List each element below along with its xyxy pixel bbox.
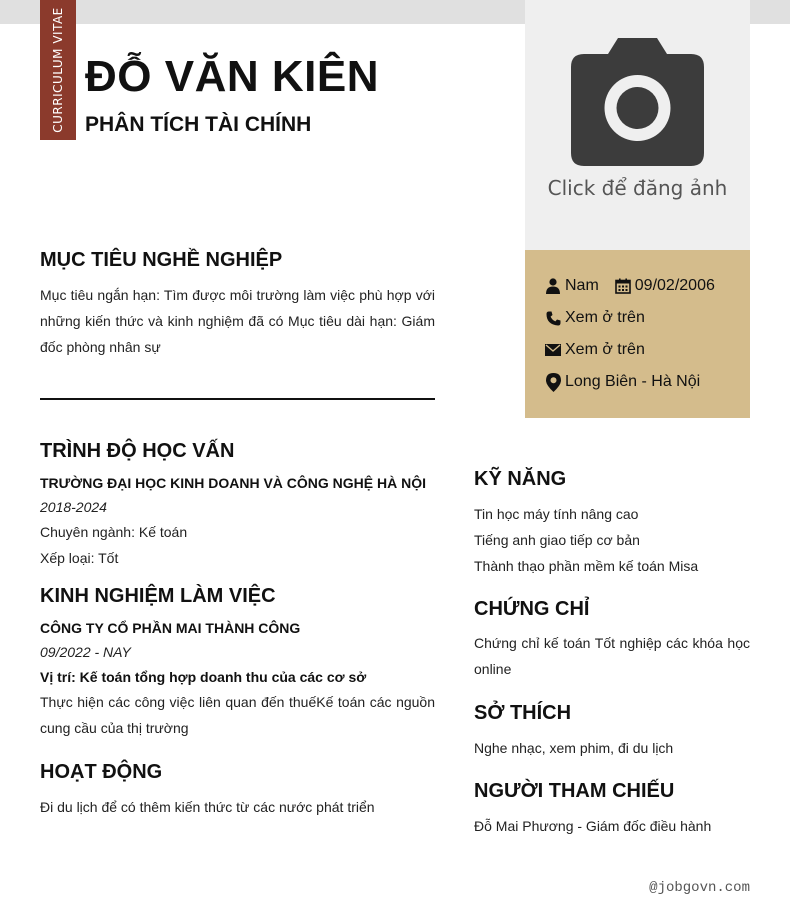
activities-text: Đi du lịch để có thêm kiến thức từ các nước phát triển [40, 799, 375, 815]
skill-item: Tin học máy tính nâng cao [474, 506, 639, 522]
gender-dob-row [545, 270, 750, 302]
curriculum-vitae-label: CURRICULUM VITAE [51, 7, 66, 133]
dob-value: 09/02/2006 [634, 277, 715, 294]
camera-icon [570, 36, 705, 166]
experience-description: Thực hiện các công việc liên quan đến thuếKế toán các nguồn cung cầu của thị trường [40, 694, 435, 736]
candidate-name: ĐỖ VĂN KIÊN [85, 52, 379, 101]
education-school: TRƯỜNG ĐẠI HỌC KINH DOANH VÀ CÔNG NGHỆ HÀ NỘI [40, 475, 427, 491]
mail-icon [545, 341, 561, 359]
skill-item: Thành thạo phần mềm kế toán Misa [474, 558, 699, 574]
person-icon [545, 277, 561, 295]
address-value: Long Biên - Hà Nội [565, 373, 701, 390]
objective-title: MỤC TIÊU NGHỀ NGHIỆP [40, 249, 283, 271]
phone-value: Xem ở trên [565, 309, 645, 326]
email-value: Xem ở trên [565, 341, 645, 358]
hobbies-title: SỞ THÍCH [474, 702, 572, 724]
objective-text: Mục tiêu ngắn hạn: Tìm được môi trường làm việc phù hợp với những kiến thức và kinh nghiệm đã có Mục tiêu dài hạn: Giám đốc phòng nhân sự [40, 287, 435, 355]
education-rank: Xếp loại: Tốt [40, 550, 119, 566]
experience-position: Vị trí: Kế toán tổng hợp doanh thu của các cơ sở [40, 669, 367, 685]
photo-upload-area[interactable] [525, 0, 750, 250]
skills-title: KỸ NĂNG [474, 468, 567, 490]
education-major: Chuyên ngành: Kế toán [40, 524, 188, 540]
skill-item: Tiếng anh giao tiếp cơ bản [474, 532, 640, 548]
curriculum-vitae-tab [40, 0, 76, 140]
experience-company: CÔNG TY CỔ PHẦN MAI THÀNH CÔNG [40, 620, 301, 636]
contact-info-box [525, 250, 750, 418]
certificates-title: CHỨNG CHỈ [474, 598, 590, 620]
email-row [545, 334, 750, 366]
photo-upload-label: Click để đăng ảnh [547, 176, 728, 200]
watermark: @jobgovn.com [649, 880, 750, 896]
location-pin-icon [545, 373, 561, 391]
education-title: TRÌNH ĐỘ HỌC VẤN [40, 440, 235, 462]
gender-value: Nam [565, 277, 599, 294]
activities-title: HOẠT ĐỘNG [40, 761, 163, 783]
certificates-text: Chứng chỉ kế toán Tốt nghiệp các khóa học online [474, 635, 750, 677]
candidate-job-title: PHÂN TÍCH TÀI CHÍNH [85, 113, 312, 136]
references-title: NGƯỜI THAM CHIẾU [474, 780, 675, 802]
section-divider [40, 398, 435, 400]
education-period: 2018-2024 [40, 499, 107, 515]
phone-icon [545, 309, 561, 327]
address-row [545, 366, 750, 398]
experience-title: KINH NGHIỆM LÀM VIỆC [40, 585, 276, 607]
calendar-icon [615, 277, 631, 295]
phone-row [545, 302, 750, 334]
hobbies-text: Nghe nhạc, xem phim, đi du lịch [474, 740, 674, 756]
references-text: Đỗ Mai Phương - Giám đốc điều hành [474, 818, 712, 834]
experience-period: 09/2022 - NAY [40, 644, 131, 660]
